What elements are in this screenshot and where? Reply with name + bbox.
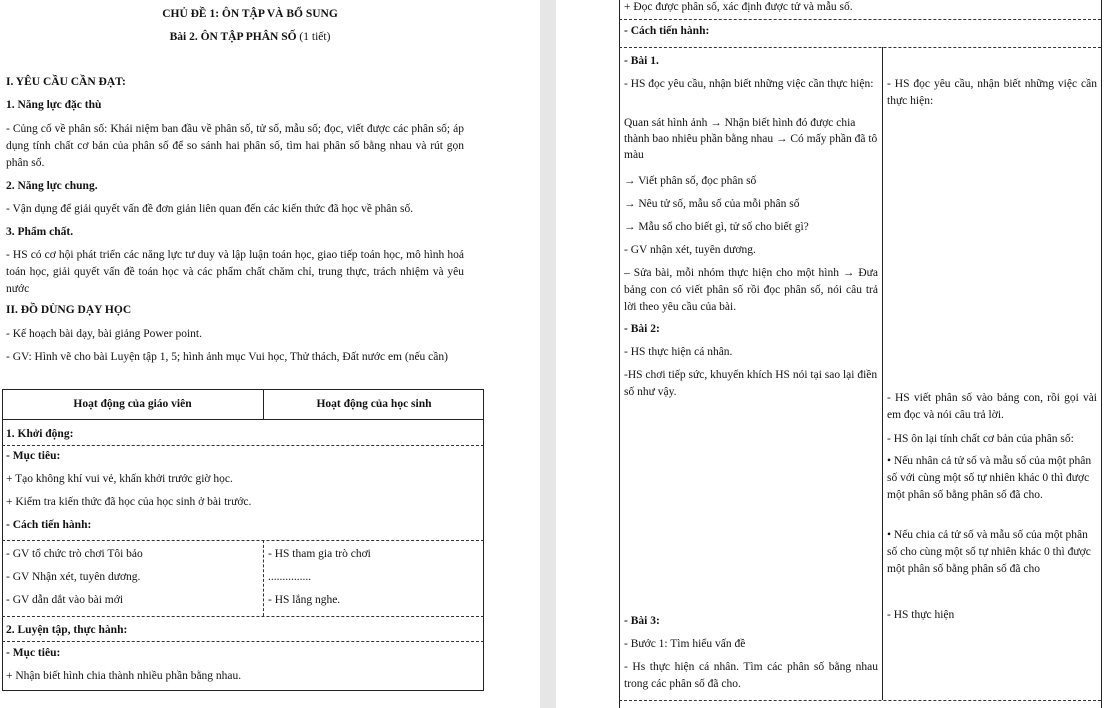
- row-divider: [2, 616, 484, 617]
- student-step: - HS tham gia trò chơi: [268, 548, 371, 560]
- competency-specific-heading: 1. Năng lực đặc thù: [6, 99, 102, 111]
- goal-item: + Tạo không khí vui vẻ, khấn khởi trước giờ học.: [6, 473, 233, 485]
- exercise-1-step: → Nêu tử số, mẫu số của mỗi phân số: [624, 198, 800, 210]
- exercise-1-label: - Bài 1.: [624, 55, 659, 67]
- row-divider: [2, 641, 484, 642]
- goal-label: - Mục tiêu:: [6, 450, 61, 462]
- equipment-item: - Kế hoạch bài dạy, bài giảng Power point.: [6, 328, 202, 340]
- competency-specific-text: - Củng cố về phân số: Khái niệm ban đầu về phân số, tử số, mẫu số; đọc, viết được các phân số; áp dụng tính chất cơ bản của phân số để so sánh hai phân số, tìm hai phân số bằng nhau và rút gọn phân số.: [6, 123, 464, 169]
- exercise-2-student: - HS viết phân số vào bảng con, rồi gọi vài em đọc và nói câu trả lời.: [887, 392, 1097, 421]
- goal-item: + Đọc được phân số, xác định được tử và mẫu số.: [624, 1, 853, 13]
- quality-heading: 3. Phẩm chất.: [6, 226, 74, 238]
- lesson-title-text: Bài 2. ÔN TẬP PHÂN SỐ: [169, 31, 297, 43]
- exercise-2-student: • Nếu chia cả tử số và mẫu số của một phân số cho cùng một số tự nhiên khác 0 thì được một phân số bằng phân số đã cho: [887, 529, 1091, 575]
- exercise-3-label: - Bài 3:: [624, 615, 660, 627]
- practice-goal-label: - Mục tiêu:: [6, 647, 61, 659]
- exercise-2-student: - HS ôn lại tính chất cơ bản của phân số:: [887, 433, 1074, 445]
- goal-item: + Kiểm tra kiến thức đã học của học sinh ở bài trước.: [6, 496, 252, 508]
- teacher-step: - GV tổ chức trò chơi Tôi bảo: [6, 548, 143, 560]
- exercise-2-student: • Nếu nhân cả tử số và mẫu số của một phân số với cùng một số tự nhiên khác 0 thì được một phân số bằng phân số đã cho.: [887, 455, 1092, 501]
- row-divider: [619, 47, 1101, 48]
- method-label: - Cách tiến hành:: [624, 25, 710, 37]
- exercise-1-step: - GV nhận xét, tuyên dương.: [624, 244, 756, 256]
- exercise-3-student: - HS thực hiện: [887, 609, 955, 621]
- equipment-item: - GV: Hình vẽ cho bài Luyện tập 1, 5; hình ảnh mục Vui học, Thử thách, Đất nước em (nếu cần): [6, 351, 448, 363]
- teacher-step: - GV Nhận xét, tuyên dương.: [6, 571, 141, 583]
- practice-heading: 2. Luyện tập, thực hành:: [6, 624, 128, 636]
- table-column-divider: [882, 47, 883, 700]
- exercise-3-step: - Bước 1: Tìm hiểu vấn đề: [624, 638, 746, 650]
- lesson-duration: (1 tiết): [299, 31, 331, 43]
- quality-text: - HS có cơ hội phát triển các năng lực tư duy và lập luận toán học, giao tiếp toán học, mô hình hoá toán học, giải quyết vấn đề toán học và các phẩm chất chăm chỉ, trung thực, trách nhiệm và yêu nước: [6, 249, 464, 295]
- table-header-divider: [2, 419, 484, 420]
- document-page-right: [556, 0, 1107, 708]
- table-column-divider: [263, 540, 264, 616]
- exercise-1-step: - HS đọc yêu cầu, nhận biết những việc cần thực hiện:: [624, 78, 874, 90]
- exercise-1-step: Quan sát hình ảnh → Nhận biết hình đó được chia thành bao nhiêu phần bằng nhau → Có mấy phần đã tô màu: [624, 117, 878, 161]
- row-divider: [2, 540, 484, 541]
- row-divider: [2, 445, 484, 446]
- section-heading-equipment: II. ĐỒ DÙNG DẠY HỌC: [6, 304, 132, 316]
- header-student: Hoạt động của học sinh: [316, 398, 432, 410]
- teacher-step: - GV dẫn dắt vào bài mới: [6, 594, 124, 606]
- warmup-heading: 1. Khởi động:: [6, 428, 74, 440]
- method-label: - Cách tiến hành:: [6, 519, 92, 531]
- student-step: - HS lắng nghe.: [268, 594, 341, 606]
- exercise-1-student: - HS đọc yêu cầu, nhận biết những việc cần thực hiện:: [887, 78, 1097, 107]
- exercise-2-step: - HS thực hiện cá nhân.: [624, 346, 733, 358]
- row-divider: [619, 19, 1101, 20]
- header-teacher: Hoạt động của giáo viên: [73, 398, 192, 410]
- row-divider: [619, 700, 1101, 701]
- exercise-2-label: - Bài 2:: [624, 323, 660, 335]
- competency-general-text: - Vận dụng để giải quyết vấn đề đơn giản liên quan đến các kiến thức đã học về phân số.: [6, 203, 414, 215]
- student-step: ...............: [268, 571, 312, 583]
- document-page-left: [0, 0, 540, 708]
- topic-title: CHỦ ĐỀ 1: ÔN TẬP VÀ BỔ SUNG: [162, 8, 338, 20]
- practice-goal-item: + Nhận biết hình chia thành nhiều phần bằng nhau.: [6, 670, 242, 682]
- exercise-1-step: → Viết phân số, đọc phân số: [624, 175, 757, 187]
- section-heading-requirements: I. YÊU CẦU CẦN ĐẠT:: [6, 76, 126, 88]
- exercise-1-step: → Mẫu số cho biết gì, tử số cho biết gì?: [624, 221, 809, 233]
- table-left-border: [619, 0, 620, 708]
- exercise-1-step: – Sửa bài, mỗi nhóm thực hiện cho một hình → Đưa bảng con có viết phân số rồi đọc phân số, nói câu trả lời theo yêu cầu của bài.: [624, 267, 878, 313]
- table-right-border: [1101, 0, 1102, 708]
- lesson-title: [0, 29, 500, 46]
- exercise-2-step: -HS chơi tiếp sức, khuyến khích HS nói tại sao lại điền số như vậy.: [624, 369, 878, 398]
- exercise-3-step: - Hs thực hiện cá nhân. Tìm các phân số bằng nhau trong các phân số đã cho.: [624, 661, 878, 690]
- competency-general-heading: 2. Năng lực chung.: [6, 180, 98, 192]
